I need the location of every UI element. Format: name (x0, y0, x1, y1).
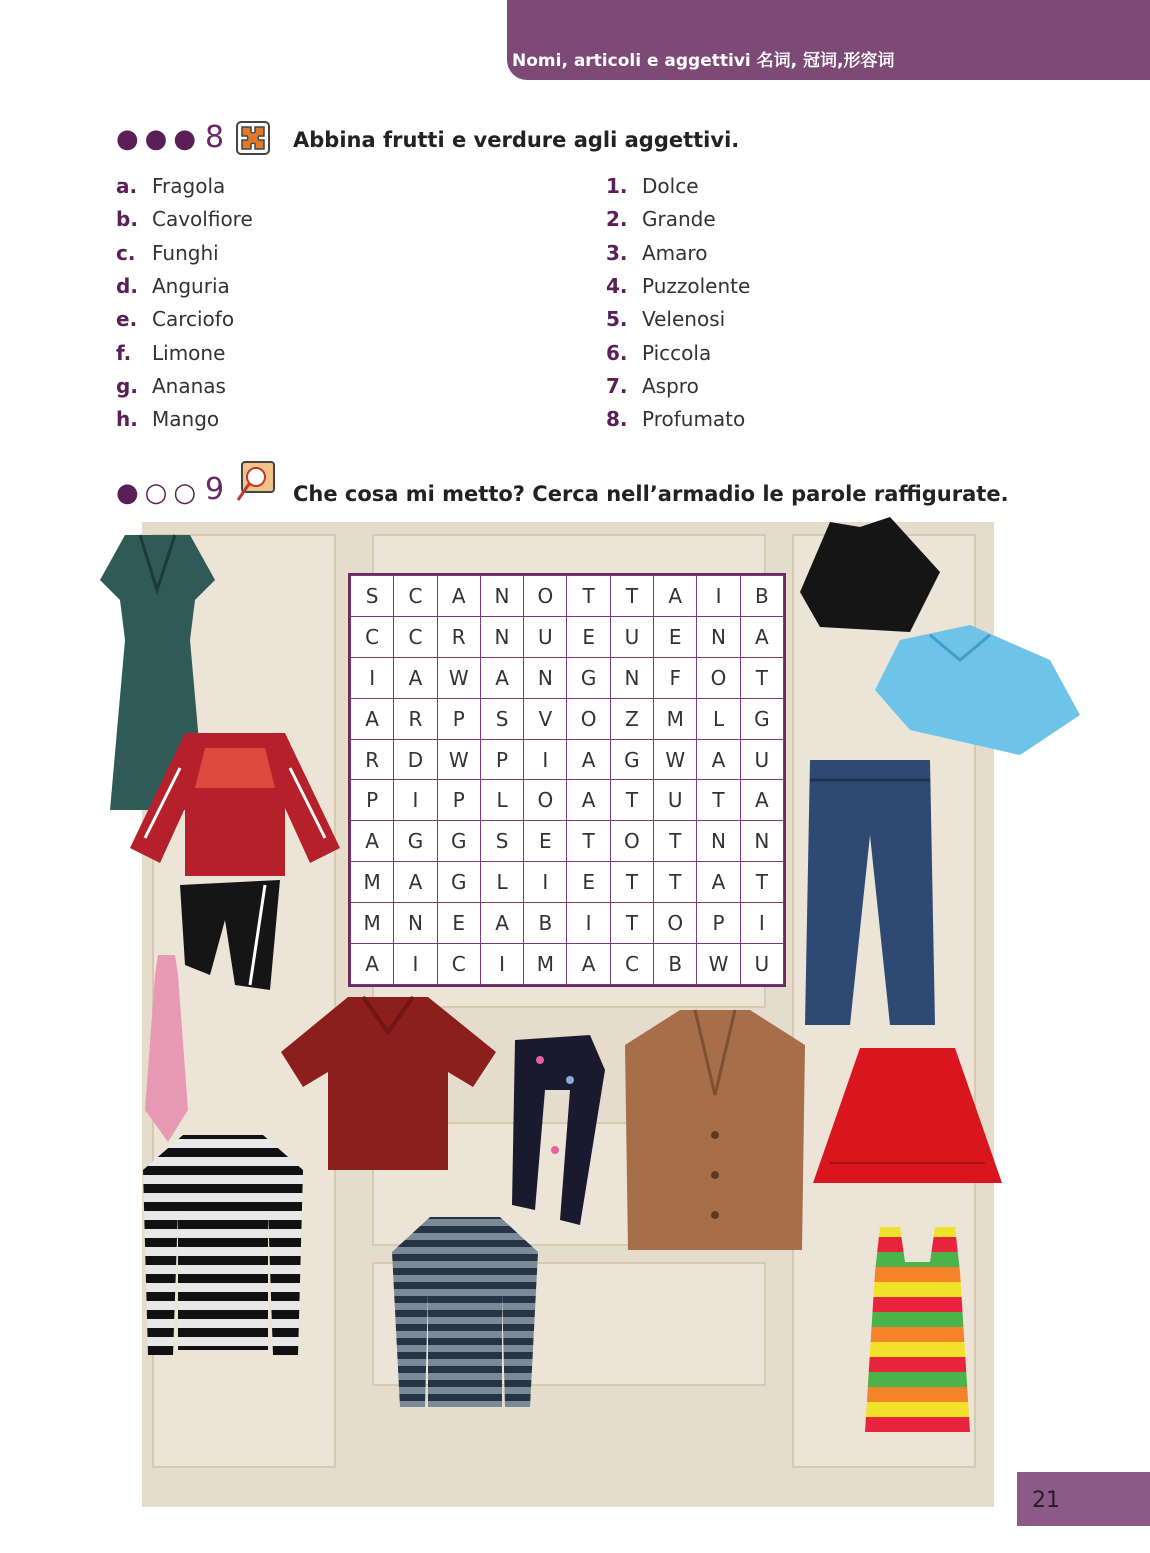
food-item-letter: g. (116, 374, 138, 398)
grid-cell[interactable]: U (524, 616, 567, 657)
grid-cell[interactable]: I (697, 576, 740, 617)
tie-image (140, 950, 190, 1145)
puzzle-icon (236, 121, 270, 155)
grid-row (351, 780, 784, 821)
grid-cell[interactable]: G (437, 862, 480, 903)
grid-cell[interactable]: T (610, 780, 653, 821)
grid-cell[interactable]: Z (610, 698, 653, 739)
adjective-item (606, 207, 716, 231)
grid-cell[interactable]: B (654, 944, 697, 985)
food-item-label: Anguria (152, 274, 230, 298)
adjective-item (606, 174, 699, 198)
food-item-letter: e. (116, 307, 138, 331)
food-item-label: Fragola (152, 174, 226, 198)
food-item-letter: a. (116, 174, 138, 198)
grid-cell[interactable]: N (697, 821, 740, 862)
grid-cell[interactable]: A (394, 657, 437, 698)
grid-cell[interactable]: V (524, 698, 567, 739)
word-search-grid (348, 573, 786, 987)
track-pants-image (175, 875, 285, 995)
grid-cell[interactable]: O (654, 903, 697, 944)
skirt-image (810, 1043, 1005, 1195)
adjective-item (606, 241, 707, 265)
food-item-letter: b. (116, 207, 138, 231)
adjective-item (606, 341, 711, 365)
grid-row (351, 739, 784, 780)
grid-cell[interactable]: A (351, 944, 394, 985)
food-item (116, 341, 225, 365)
grid-cell[interactable]: P (437, 698, 480, 739)
grid-row (351, 903, 784, 944)
grid-cell[interactable]: A (567, 739, 610, 780)
grid-cell[interactable]: A (351, 821, 394, 862)
grid-cell[interactable]: M (524, 944, 567, 985)
grid-row (351, 657, 784, 698)
grid-cell[interactable]: I (480, 944, 523, 985)
grid-cell[interactable]: T (654, 862, 697, 903)
food-item-label: Carciofo (152, 307, 235, 331)
grid-cell[interactable]: N (697, 616, 740, 657)
adjective-item-label: Aspro (642, 374, 699, 398)
grid-row (351, 616, 784, 657)
difficulty-dots-8: ●●● (116, 124, 203, 154)
grid-cell[interactable]: N (610, 657, 653, 698)
grid-cell[interactable]: C (394, 576, 437, 617)
grid-cell[interactable]: I (394, 780, 437, 821)
grid-cell[interactable]: S (480, 698, 523, 739)
grid-cell[interactable]: U (654, 780, 697, 821)
grid-cell[interactable]: C (351, 616, 394, 657)
adjective-item-label: Dolce (642, 174, 699, 198)
adjective-item-number: 6. (606, 341, 628, 365)
grid-cell[interactable]: A (480, 657, 523, 698)
grid-cell[interactable]: T (654, 821, 697, 862)
exercise-9-number: 9 (205, 472, 225, 507)
grid-cell[interactable]: P (437, 780, 480, 821)
grid-cell[interactable]: L (697, 698, 740, 739)
adjective-item (606, 374, 699, 398)
grid-cell[interactable]: D (394, 739, 437, 780)
grid-cell[interactable]: L (480, 780, 523, 821)
grid-cell[interactable]: I (351, 657, 394, 698)
adjective-item-label: Velenosi (642, 307, 726, 331)
grid-cell[interactable]: O (524, 780, 567, 821)
grid-cell[interactable]: B (524, 903, 567, 944)
grid-row (351, 576, 784, 617)
adjective-item (606, 274, 750, 298)
exercise-9-title: Che cosa mi metto? Cerca nell’armadio le parole raffigurate. (293, 482, 1009, 506)
grid-cell[interactable]: B (740, 576, 783, 617)
grid-cell[interactable]: P (351, 780, 394, 821)
grid-cell[interactable]: T (610, 576, 653, 617)
adjective-item-number: 3. (606, 241, 628, 265)
exercise-8-title: Abbina frutti e verdure agli aggettivi. (293, 128, 740, 152)
grid-cell[interactable]: A (740, 780, 783, 821)
grid-cell[interactable]: W (697, 944, 740, 985)
food-item-letter: f. (116, 341, 132, 365)
exercise-8-number: 8 (205, 120, 225, 155)
grid-cell[interactable]: A (654, 576, 697, 617)
word-search-table (350, 575, 784, 985)
grid-cell[interactable]: T (567, 576, 610, 617)
grid-cell[interactable]: E (524, 821, 567, 862)
coat-image (620, 1005, 810, 1255)
grid-cell[interactable]: S (351, 576, 394, 617)
food-item (116, 274, 230, 298)
grid-cell[interactable]: U (740, 944, 783, 985)
food-item (116, 307, 234, 331)
grid-cell[interactable]: R (351, 739, 394, 780)
grid-cell[interactable]: N (740, 821, 783, 862)
grid-cell[interactable]: N (524, 657, 567, 698)
grid-cell[interactable]: I (740, 903, 783, 944)
grid-cell[interactable]: A (394, 862, 437, 903)
grid-cell[interactable]: W (437, 657, 480, 698)
dictionary-icon (234, 460, 278, 504)
grid-cell[interactable]: M (351, 903, 394, 944)
grid-cell[interactable]: G (567, 657, 610, 698)
gloves-image (790, 512, 945, 637)
shirt-image (870, 620, 1085, 760)
grid-cell[interactable]: T (610, 903, 653, 944)
grid-cell[interactable]: P (697, 903, 740, 944)
grid-cell[interactable]: W (654, 739, 697, 780)
grid-cell[interactable]: G (437, 821, 480, 862)
adjective-item-label: Grande (642, 207, 716, 231)
adjective-item (606, 407, 745, 431)
grid-cell[interactable]: O (610, 821, 653, 862)
grid-cell[interactable]: I (567, 903, 610, 944)
food-item (116, 241, 219, 265)
grid-cell[interactable]: O (567, 698, 610, 739)
grid-row (351, 944, 784, 985)
food-item-label: Funghi (152, 241, 219, 265)
patterned-sweater-image (390, 1212, 540, 1412)
food-item-label: Limone (152, 341, 226, 365)
grid-cell[interactable]: I (524, 862, 567, 903)
grid-cell[interactable]: I (524, 739, 567, 780)
food-item (116, 374, 226, 398)
grid-cell[interactable]: A (740, 616, 783, 657)
grid-cell[interactable]: C (610, 944, 653, 985)
adjective-item-label: Puzzolente (642, 274, 751, 298)
header-title: Nomi, articoli e aggettivi 名词, 冠词,形容词 (512, 51, 895, 71)
track-jacket-image (125, 728, 345, 878)
adjective-item-number: 7. (606, 374, 628, 398)
grid-cell[interactable]: A (697, 862, 740, 903)
grid-cell[interactable]: T (567, 821, 610, 862)
grid-cell[interactable]: U (610, 616, 653, 657)
grid-cell[interactable]: F (654, 657, 697, 698)
grid-cell[interactable]: L (480, 862, 523, 903)
grid-cell[interactable]: M (351, 862, 394, 903)
adjective-item-number: 2. (606, 207, 628, 231)
grid-cell[interactable]: C (437, 944, 480, 985)
grid-row (351, 862, 784, 903)
grid-cell[interactable]: T (740, 862, 783, 903)
grid-cell[interactable]: R (437, 616, 480, 657)
grid-cell[interactable]: O (524, 576, 567, 617)
food-item-letter: d. (116, 274, 138, 298)
grid-cell[interactable]: O (697, 657, 740, 698)
scarf-image (500, 1030, 612, 1230)
food-item-label: Mango (152, 407, 220, 431)
grid-cell[interactable]: W (437, 739, 480, 780)
adjective-item-number: 5. (606, 307, 628, 331)
grid-cell[interactable]: M (654, 698, 697, 739)
grid-cell[interactable]: E (567, 616, 610, 657)
adjective-item-number: 4. (606, 274, 628, 298)
adjective-item (606, 307, 725, 331)
page-number: 21 (1032, 1488, 1060, 1513)
grid-cell[interactable]: A (567, 944, 610, 985)
grid-cell[interactable]: E (654, 616, 697, 657)
grid-cell[interactable]: N (394, 903, 437, 944)
adjective-item-number: 8. (606, 407, 628, 431)
grid-cell[interactable]: G (740, 698, 783, 739)
grid-cell[interactable]: E (567, 862, 610, 903)
grid-cell[interactable]: N (480, 576, 523, 617)
jeans-image (790, 755, 940, 1030)
grid-cell[interactable]: N (480, 616, 523, 657)
grid-row (351, 698, 784, 739)
grid-cell[interactable]: R (394, 698, 437, 739)
grid-cell[interactable]: E (437, 903, 480, 944)
adjective-item-label: Piccola (642, 341, 712, 365)
difficulty-dots-9: ●○○ (116, 478, 203, 508)
food-item (116, 407, 219, 431)
adjective-item-label: Profumato (642, 407, 746, 431)
grid-cell[interactable]: S (480, 821, 523, 862)
food-item-label: Ananas (152, 374, 226, 398)
grid-cell[interactable]: T (610, 862, 653, 903)
food-item-letter: c. (116, 241, 136, 265)
food-item-label: Cavolfiore (152, 207, 253, 231)
food-item-letter: h. (116, 407, 138, 431)
grid-cell[interactable]: G (394, 821, 437, 862)
grid-cell[interactable]: A (567, 780, 610, 821)
grid-cell[interactable]: C (394, 616, 437, 657)
grid-cell[interactable]: A (480, 903, 523, 944)
grid-cell[interactable]: A (437, 576, 480, 617)
grid-cell[interactable]: A (351, 698, 394, 739)
grid-cell[interactable]: A (697, 739, 740, 780)
grid-cell[interactable]: U (740, 739, 783, 780)
polo-shirt-image (278, 992, 500, 1172)
grid-cell[interactable]: T (697, 780, 740, 821)
grid-cell[interactable]: T (740, 657, 783, 698)
grid-cell[interactable]: G (610, 739, 653, 780)
adjective-item-label: Amaro (642, 241, 708, 265)
grid-row (351, 821, 784, 862)
food-item (116, 207, 253, 231)
grid-cell[interactable]: I (394, 944, 437, 985)
striped-tank-top-image (860, 1222, 975, 1437)
adjective-item-number: 1. (606, 174, 628, 198)
food-item (116, 174, 225, 198)
grid-cell[interactable]: P (480, 739, 523, 780)
